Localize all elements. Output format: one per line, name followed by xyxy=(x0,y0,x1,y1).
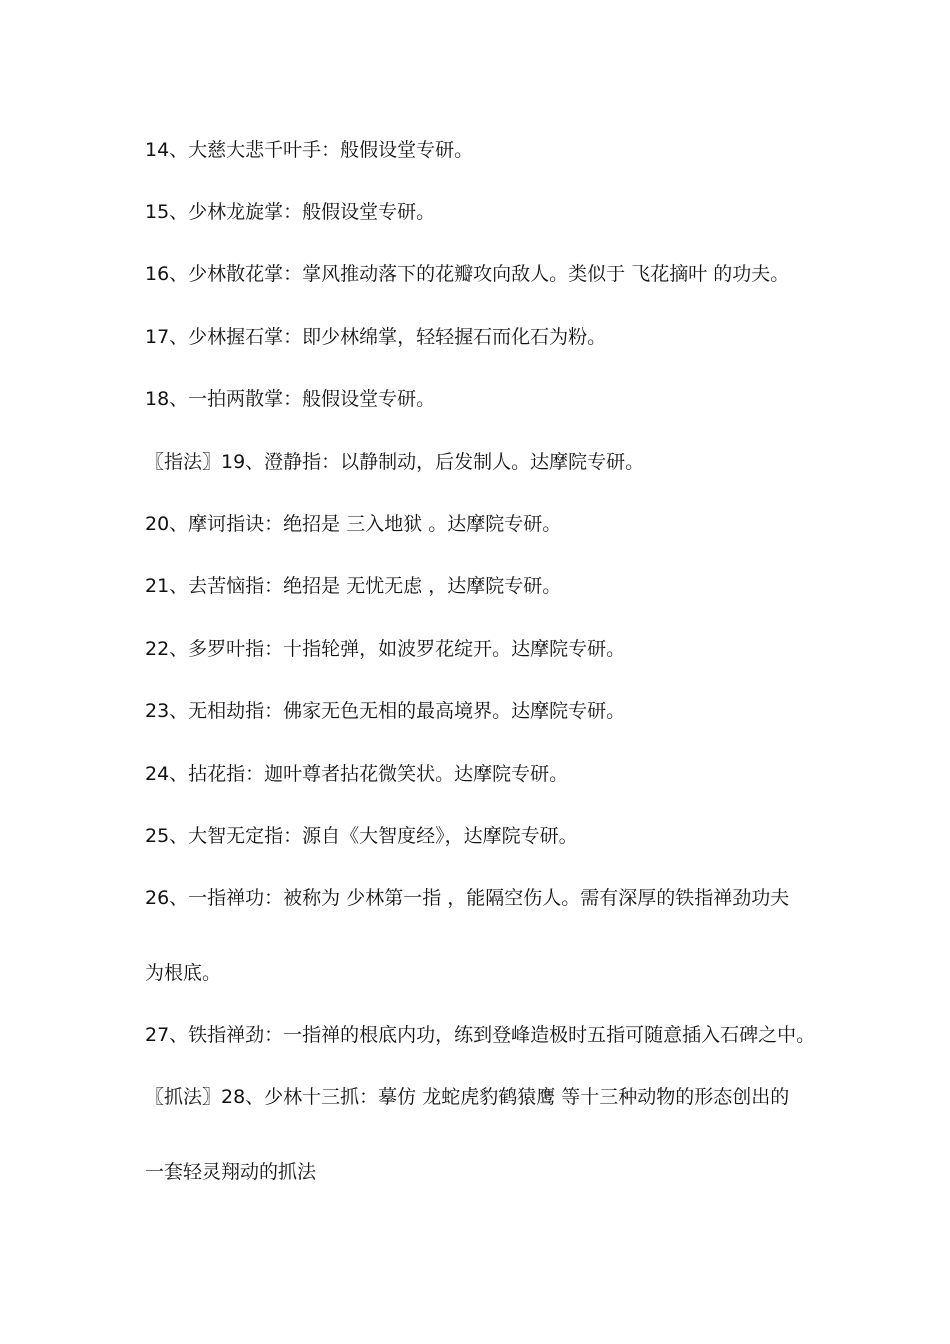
text-line: 〖指法〗19、澄静指：以静制动，后发制人。达摩院专研。 xyxy=(145,451,645,473)
text-line: 一套轻灵翔动的抓法 xyxy=(145,1161,317,1183)
text-line: 18、一拍两散掌：般假设堂专研。 xyxy=(145,388,436,410)
text-line: 24、拈花指：迦叶尊者拈花微笑状。达摩院专研。 xyxy=(145,763,569,785)
text-line: 22、多罗叶指：十指轮弹，如波罗花绽开。达摩院专研。 xyxy=(145,638,626,660)
text-line: 27、铁指禅劲：一指禅的根底内功，练到登峰造极时五指可随意插入石碑之中。 xyxy=(145,1024,816,1046)
text-line: 15、少林龙旋掌：般假设堂专研。 xyxy=(145,201,436,223)
text-line: 26、一指禅功：被称为 少林第一指 ，能隔空伤人。需有深厚的铁指禅劲功夫 xyxy=(145,887,790,909)
text-line: 为根底。 xyxy=(145,962,222,984)
text-line: 〖抓法〗28、少林十三抓：摹仿 龙蛇虎豹鹤猿鹰 等十三种动物的形态创出的 xyxy=(145,1086,790,1108)
text-line: 25、大智无定指：源自《大智度经》，达摩院专研。 xyxy=(145,825,578,847)
text-line: 23、无相劫指：佛家无色无相的最高境界。达摩院专研。 xyxy=(145,700,626,722)
text-line: 16、少林散花掌：掌风推动落下的花瓣攻向敌人。类似于 飞花摘叶 的功夫。 xyxy=(145,263,790,285)
text-line: 14、大慈大悲千叶手：般假设堂专研。 xyxy=(145,139,474,161)
text-line: 17、少林握石掌：即少林绵掌，轻轻握石而化石为粉。 xyxy=(145,326,607,348)
text-line: 20、摩诃指诀：绝招是 三入地狱 。达摩院专研。 xyxy=(145,513,562,535)
text-line: 21、去苦恼指：绝招是 无忧无虑 ，达摩院专研。 xyxy=(145,575,562,597)
